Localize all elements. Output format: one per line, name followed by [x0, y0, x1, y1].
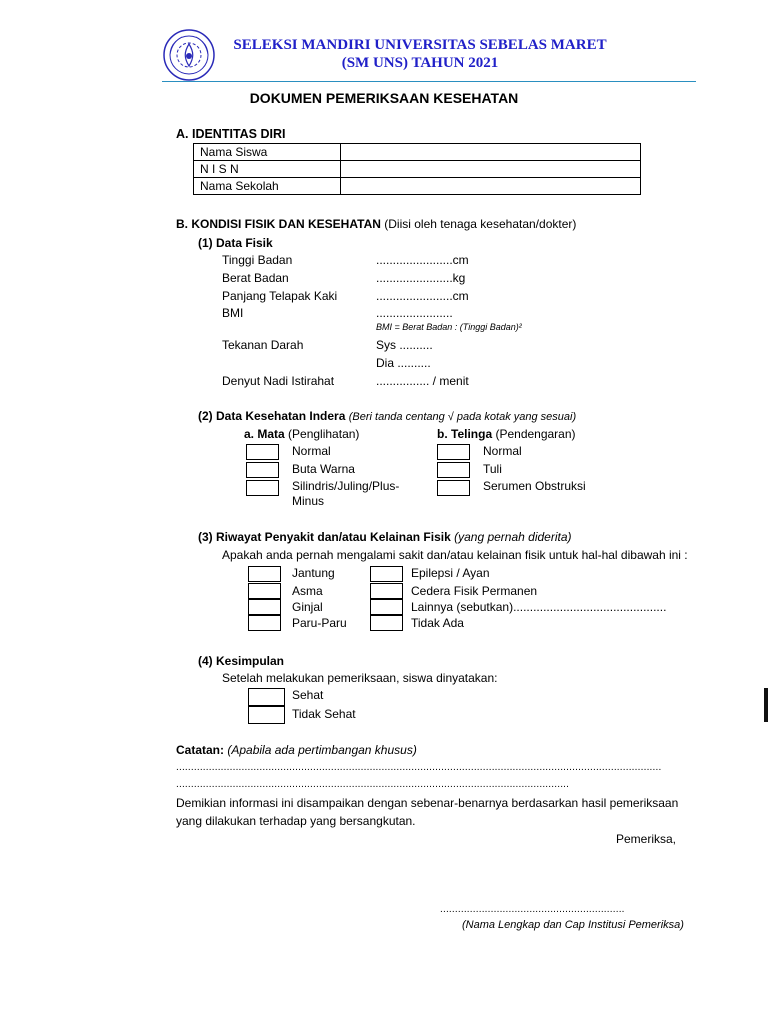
epilepsi-checkbox[interactable]: [370, 566, 403, 582]
data-fisik-title: (1) Data Fisik: [198, 236, 273, 250]
ginjal-checkbox[interactable]: [248, 599, 281, 615]
document-title: DOKUMEN PEMERIKSAAN KESEHATAN: [249, 90, 519, 106]
signature-line[interactable]: ..............................................................: [440, 904, 625, 915]
section-b-header: [176, 217, 576, 231]
mata-silindris-checkbox[interactable]: [246, 480, 279, 496]
section-b-subtitle: (Diisi oleh tenaga kesehatan/dokter): [384, 217, 577, 231]
asma-checkbox[interactable]: [248, 583, 281, 599]
dia-field[interactable]: Dia ..........: [376, 356, 431, 370]
catatan-header: [176, 743, 417, 757]
sys-field[interactable]: Sys ..........: [376, 338, 433, 352]
identity-label: Nama Sekolah: [194, 178, 341, 195]
riwayat-option-label: Paru-Paru: [292, 616, 347, 630]
telinga-normal-checkbox[interactable]: [437, 444, 470, 460]
kesimpulan-text: Setelah melakukan pemeriksaan, siswa dinyatakan:: [222, 671, 498, 685]
catatan-label: Catatan:: [176, 743, 225, 757]
denyut-nadi-field[interactable]: ................ / menit: [376, 374, 469, 388]
mata-option-label: Buta Warna: [292, 462, 355, 476]
indera-title: (2) Data Kesehatan Indera: [198, 409, 346, 423]
riwayat-option-label: Jantung: [292, 566, 335, 580]
mata-subtitle: (Penglihatan): [288, 427, 360, 441]
catatan-line-2[interactable]: ....................................................................................................................................: [176, 779, 570, 790]
mata-buta-warna-checkbox[interactable]: [246, 462, 279, 478]
mata-title: a. Mata: [244, 427, 285, 441]
telinga-option-label: Normal: [483, 444, 522, 458]
mata-heading: [244, 427, 359, 441]
telinga-subtitle: (Pendengaran): [495, 427, 576, 441]
tekanan-darah-label: Tekanan Darah: [222, 338, 304, 352]
riwayat-title: (3) Riwayat Penyakit dan/atau Kelainan Fisik: [198, 530, 451, 544]
scrollbar-edge: [764, 688, 768, 722]
sehat-checkbox[interactable]: [248, 688, 285, 706]
telinga-serumen-checkbox[interactable]: [437, 480, 470, 496]
riwayat-header: [198, 530, 572, 544]
identity-value[interactable]: [341, 161, 641, 178]
kesimpulan-title: (4) Kesimpulan: [198, 654, 285, 668]
catatan-line-1[interactable]: ...................................................................................................................................................................: [176, 762, 662, 773]
riwayat-option-label: Ginjal: [292, 600, 323, 614]
lainnya-checkbox[interactable]: [370, 599, 403, 615]
table-row: [194, 178, 641, 195]
mata-normal-checkbox[interactable]: [246, 444, 279, 460]
riwayat-option-label: Epilepsi / Ayan: [411, 566, 490, 580]
table-row: [194, 161, 641, 178]
kesimpulan-option-label: Sehat: [292, 688, 324, 702]
paru-paru-checkbox[interactable]: [248, 615, 281, 631]
identity-label: N I S N: [194, 161, 341, 178]
table-row: [194, 144, 641, 161]
telinga-title: b. Telinga: [437, 427, 493, 441]
riwayat-option-label: Tidak Ada: [411, 616, 464, 630]
mata-option-label: Normal: [292, 444, 331, 458]
denyut-nadi-label: Denyut Nadi Istirahat: [222, 374, 335, 388]
identity-table: [193, 143, 641, 195]
signature-caption: (Nama Lengkap dan Cap Institusi Pemeriksa): [462, 919, 684, 931]
header-rule: [162, 81, 696, 82]
bmi-formula-note: BMI = Berat Badan : (Tinggi Badan)²: [376, 322, 522, 332]
fisik-value[interactable]: .......................cm: [376, 289, 469, 303]
pemeriksa-label: Pemeriksa,: [616, 832, 677, 846]
telinga-heading: [437, 427, 576, 441]
telinga-option-label: Tuli: [483, 462, 502, 476]
indera-header: [198, 409, 576, 423]
riwayat-option-label: Asma: [292, 584, 323, 598]
fisik-label: Berat Badan: [222, 271, 289, 285]
section-b-title: B. KONDISI FISIK DAN KESEHATAN: [176, 217, 381, 231]
fisik-value[interactable]: .......................cm: [376, 253, 469, 267]
section-a-title: A. IDENTITAS DIRI: [176, 127, 286, 141]
indera-note: (Beri tanda centang √ pada kotak yang sesuai): [348, 411, 577, 423]
fisik-label: Panjang Telapak Kaki: [222, 289, 338, 303]
mata-option-label: Silindris/Juling/Plus-: [292, 479, 400, 493]
mata-option-label-cont: Minus: [292, 494, 325, 508]
tidak-ada-checkbox[interactable]: [370, 615, 403, 631]
catatan-note: (Apabila ada pertimbangan khusus): [227, 743, 417, 757]
identity-label: Nama Siswa: [194, 144, 341, 161]
riwayat-option-label[interactable]: Lainnya (sebutkan)..............................................: [411, 600, 667, 614]
fisik-label: BMI: [222, 306, 244, 320]
tidak-sehat-checkbox[interactable]: [248, 706, 285, 724]
riwayat-option-label: Cedera Fisik Permanen: [411, 584, 538, 598]
closing-line-1: Demikian informasi ini disampaikan dengan sebenar-benarnya berdasarkan hasil pemeriksaan: [176, 796, 679, 810]
header-line-2: (SM UNS) TAHUN 2021: [341, 55, 499, 71]
kesimpulan-option-label: Tidak Sehat: [292, 707, 356, 721]
riwayat-question: Apakah anda pernah mengalami sakit dan/atau kelainan fisik untuk hal-hal dibawah ini :: [222, 548, 688, 562]
identity-value[interactable]: [341, 178, 641, 195]
cedera-fisik-checkbox[interactable]: [370, 583, 403, 599]
telinga-tuli-checkbox[interactable]: [437, 462, 470, 478]
closing-line-2: yang dilakukan terhadap yang bersangkutan.: [176, 814, 416, 828]
jantung-checkbox[interactable]: [248, 566, 281, 582]
header-line-1: SELEKSI MANDIRI UNIVERSITAS SEBELAS MARET: [233, 37, 607, 53]
fisik-value[interactable]: .......................kg: [376, 271, 466, 285]
riwayat-note: (yang pernah diderita): [454, 530, 572, 544]
identity-value[interactable]: [341, 144, 641, 161]
fisik-label: Tinggi Badan: [222, 253, 293, 267]
telinga-option-label: Serumen Obstruksi: [483, 479, 586, 493]
fisik-value[interactable]: .......................: [376, 306, 453, 320]
